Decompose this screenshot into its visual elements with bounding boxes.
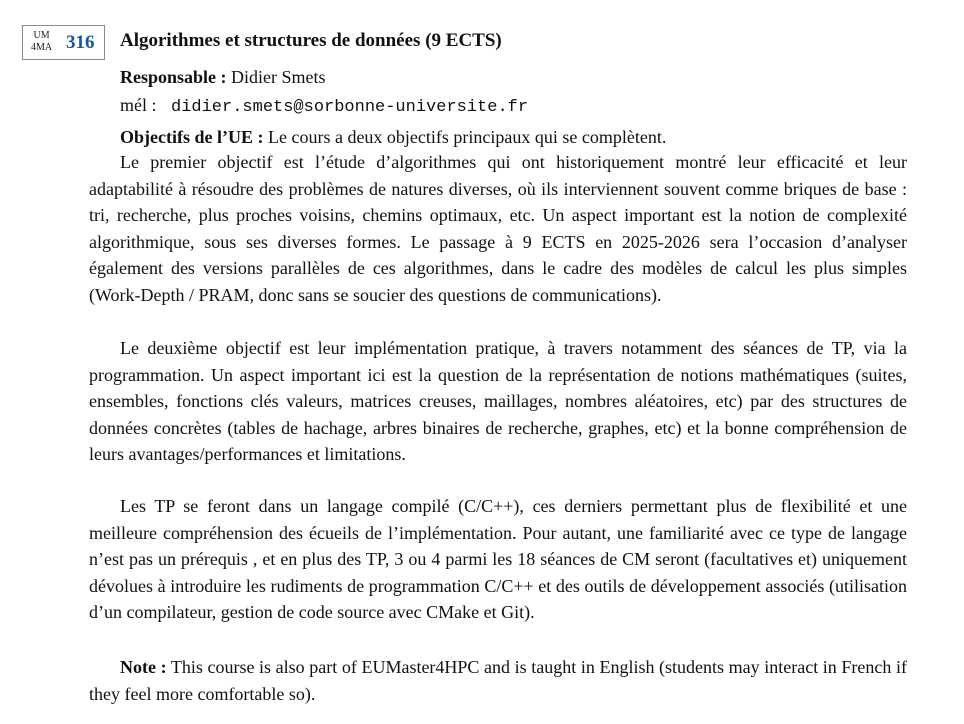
note-label: Note : <box>120 657 167 677</box>
paragraph-first-objective: Le premier objectif est l’étude d’algorithmes qui ont historiquement montré leur efficacité et leur adaptabilité à résoudre des problèmes de natures diverses, où ils interviennent souvent comme briques de base : tri, recherche, plus proches voisins, chemins optimaux, etc. Un aspect important est la notion de complexité algorithmique, sous ses diverses formes. Le passage à 9 ECTS en 2025-2026 sera l’occasion d’analyser également des versions parallèles de ces algorithmes, dans le cadre des modèles de calcul les plus simples (Work-Depth / PRAM, donc sans se soucier des questions de communications). <box>89 152 907 305</box>
mail-line <box>120 93 528 120</box>
course-code-box <box>22 25 105 60</box>
objectives-line <box>120 125 666 149</box>
responsable-line <box>120 65 326 89</box>
paragraph-tp-language: Les TP se feront dans un langage compilé (C/C++), ces derniers permettant plus de flexibilité et une meilleure compréhension des écueils de l’implémentation. Pour autant, une familiarité avec ce type de langage n’est pas un prérequis , et en plus des TP, 3 ou 4 parmi les 18 séances de CM seront (facultatives et) uniquement dévolues à introduire les rudiments de programmation C/C++ et des outils de développement associés (utilisation d’un compilateur, gestion de code source avec CMake et Git). <box>89 496 907 623</box>
mail-label: mél : <box>120 95 157 115</box>
responsable-label: Responsable : <box>120 67 227 87</box>
course-code-number: 316 <box>66 32 95 53</box>
course-code-top: UM <box>33 30 50 41</box>
objectives-intro: Le cours a deux objectifs principaux qui se complètent. <box>267 127 667 147</box>
mail-address[interactable]: didier.smets@sorbonne-universite.fr <box>171 98 529 117</box>
responsable-name: Didier Smets <box>231 67 326 87</box>
course-code-bottom: 4MA <box>31 42 53 53</box>
objectives-label: Objectifs de l’UE : <box>120 127 264 147</box>
note-text: This course is also part of EUMaster4HPC and is taught in English (students may interact in French if they feel more comfortable so). <box>89 657 907 704</box>
paragraph-second-objective: Le deuxième objectif est leur implémentation pratique, à travers notamment des séances de TP, via la programmation. Un aspect important ici est la question de la représentation de notions mathématiques (suites, ensembles, fonctions clés valeurs, matrices creuses, maillages, nombres aléatoires, etc) par des structures de données concrètes (tables de hachage, arbres binaires de recherche, graphes, etc) et la bonne compréhension de leurs avantages/performances et limitations. <box>89 338 907 465</box>
note-paragraph <box>89 654 907 707</box>
course-code-label <box>31 30 52 54</box>
course-title: Algorithmes et structures de données (9 ECTS) <box>120 30 502 51</box>
